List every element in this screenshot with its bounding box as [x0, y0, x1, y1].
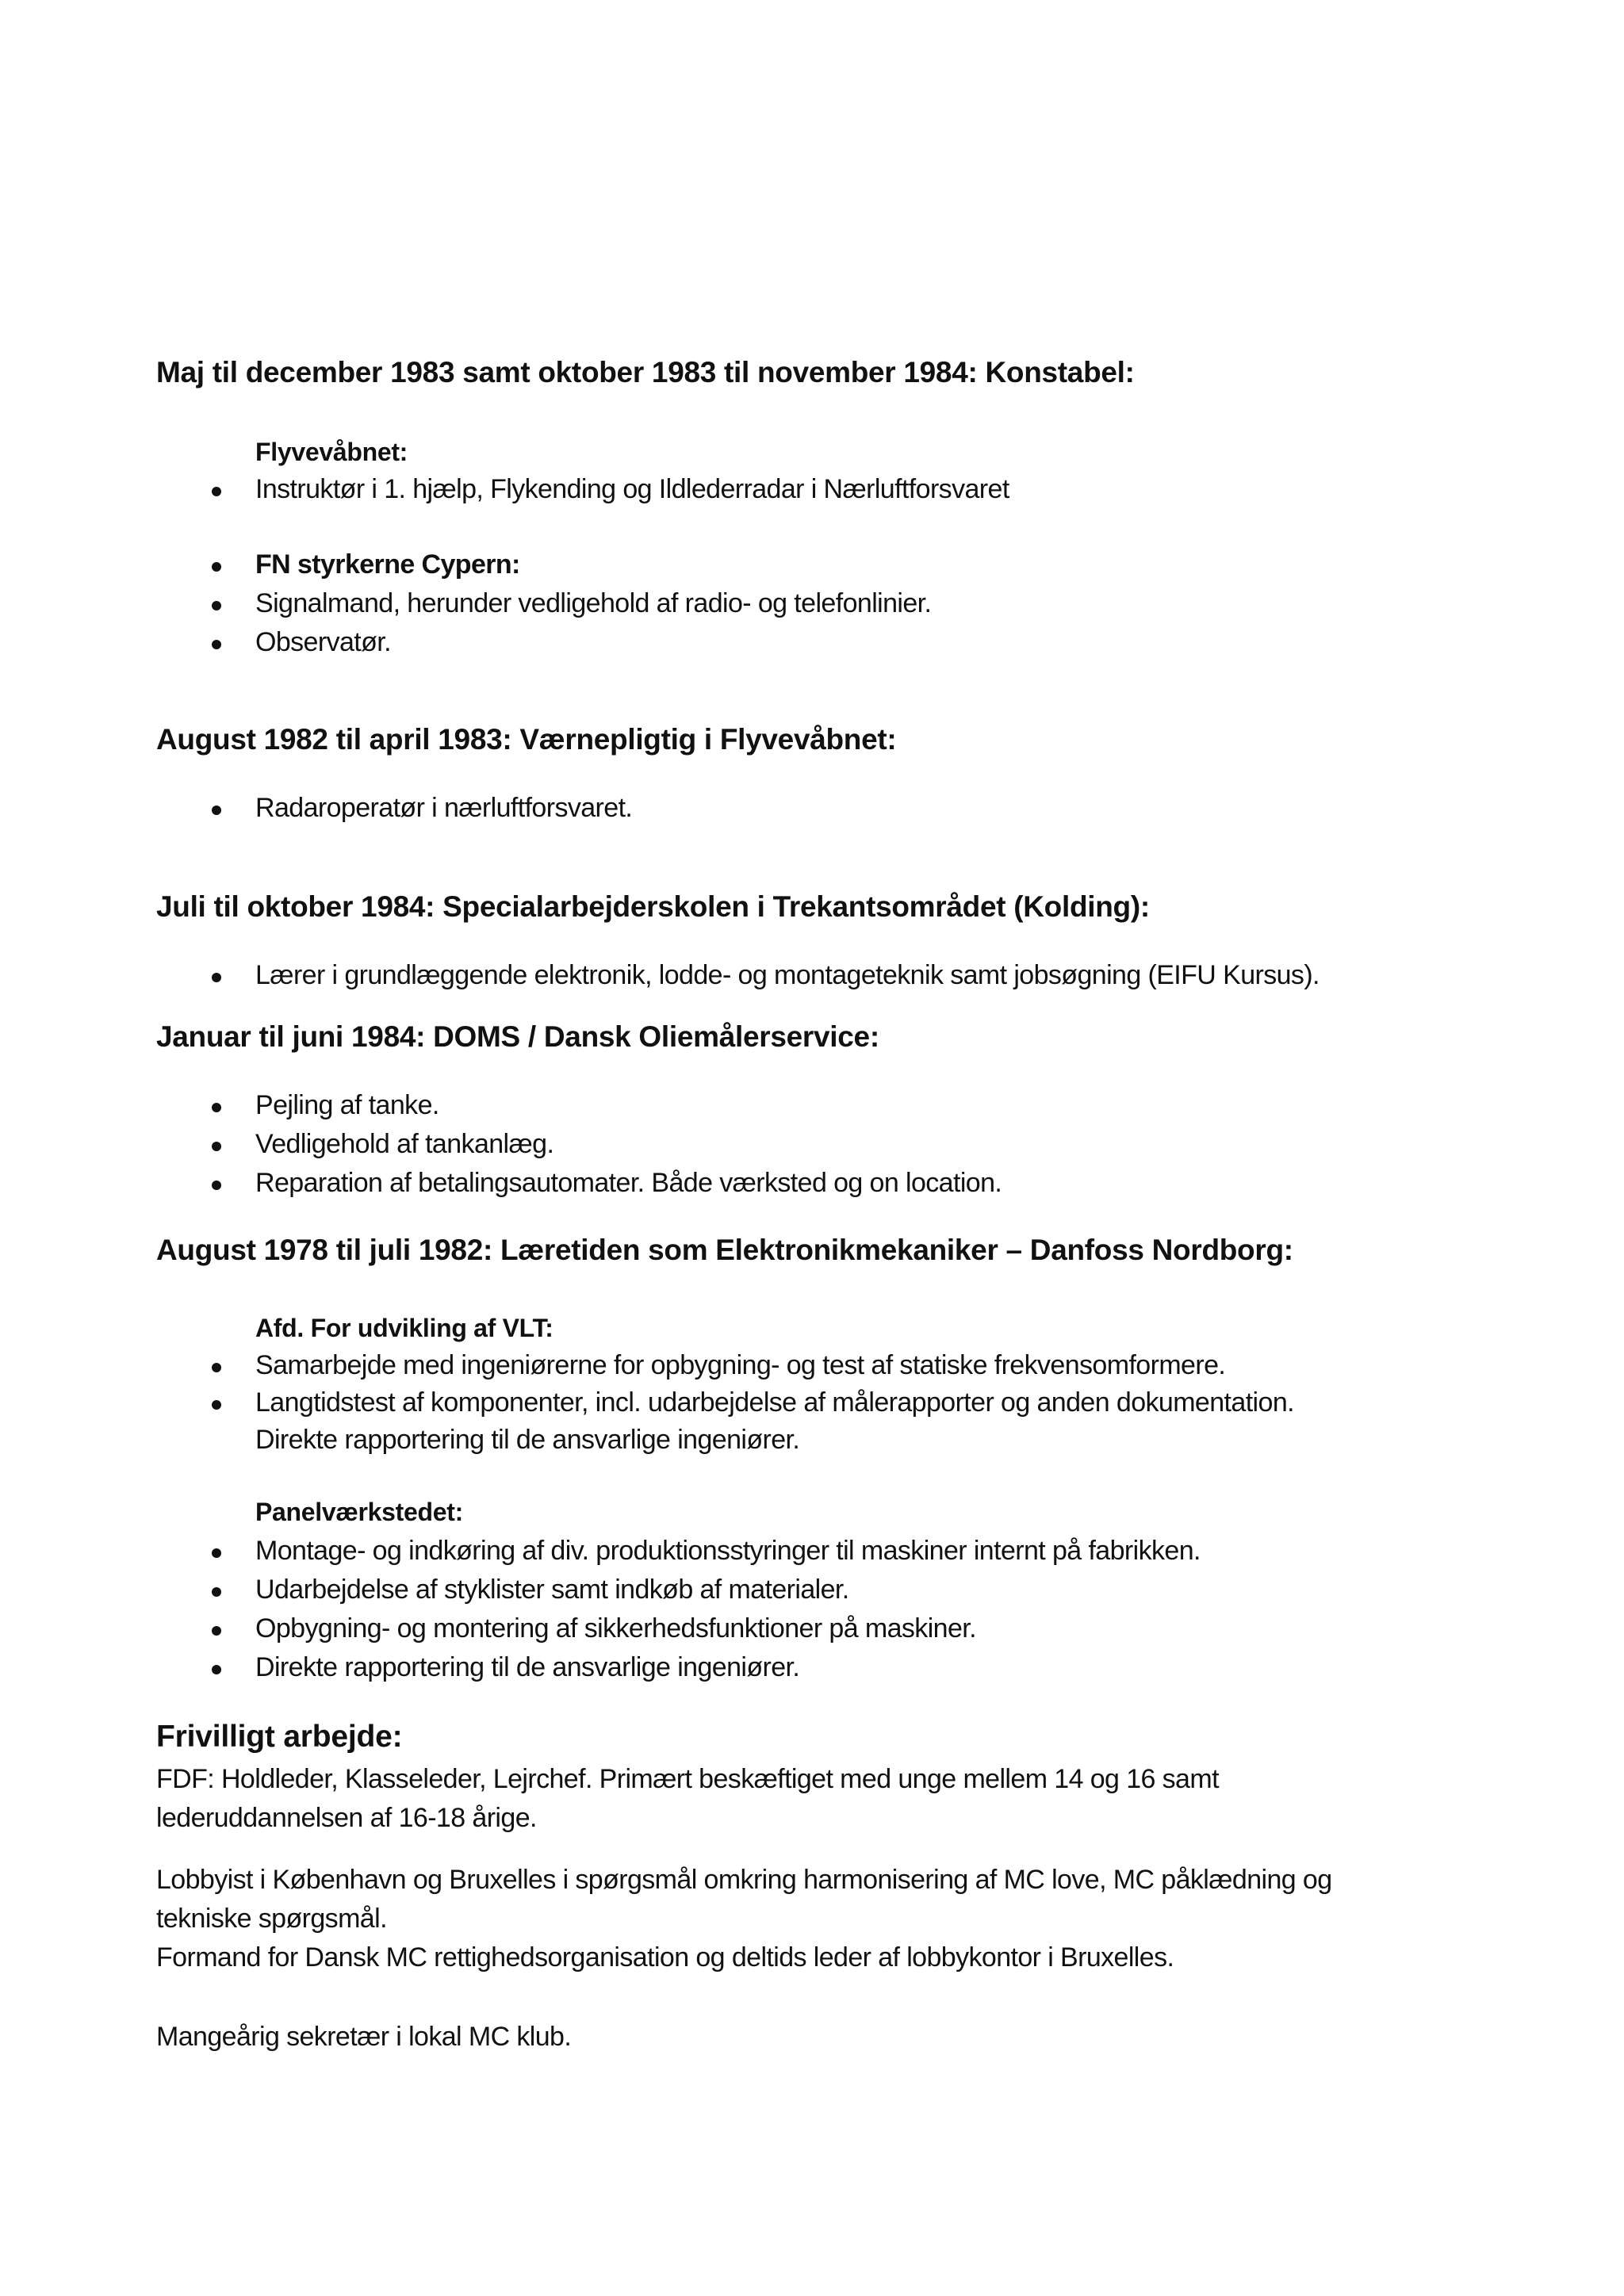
section-heading-vaernepligtig: August 1982 til april 1983: Værnepligtig i Flyvevåbnet: — [156, 723, 897, 756]
bullet-icon — [212, 1363, 221, 1372]
paragraph-line: Formand for Dansk MC rettighedsorganisation og deltids leder af lobbykontor i Bruxelles. — [156, 1942, 1174, 1973]
list-item: Signalmand, herunder vedligehold af radio- og telefonlinier. — [255, 588, 932, 618]
paragraph-line: lederuddannelsen af 16-18 årige. — [156, 1803, 537, 1833]
bullet-icon — [212, 1400, 221, 1410]
bullet-icon — [212, 1665, 221, 1674]
list-item: Opbygning- og montering af sikkerhedsfunktioner på maskiner. — [255, 1613, 976, 1644]
bullet-icon — [212, 640, 221, 649]
list-item-continuation: Direkte rapportering til de ansvarlige ingeniører. — [255, 1425, 800, 1455]
list-item: Vedligehold af tankanlæg. — [255, 1129, 554, 1159]
list-item: Direkte rapportering til de ansvarlige ingeniører. — [255, 1652, 800, 1682]
bullet-icon — [212, 601, 221, 610]
list-item: Pejling af tanke. — [255, 1090, 439, 1120]
bullet-icon — [212, 1587, 221, 1597]
subheading-vlt: Afd. For udvikling af VLT: — [255, 1314, 553, 1342]
list-item: Radaroperatør i nærluftforsvaret. — [255, 793, 633, 823]
paragraph-line: FDF: Holdleder, Klasseleder, Lejrchef. Primært beskæftiget med unge mellem 14 og 16 samt — [156, 1764, 1219, 1794]
section-heading-konstabel: Maj til december 1983 samt oktober 1983 til november 1984: Konstabel: — [156, 356, 1135, 388]
bullet-icon — [212, 973, 221, 982]
bullet-icon — [212, 1181, 221, 1190]
bullet-icon — [212, 1548, 221, 1558]
list-item: Instruktør i 1. hjælp, Flykending og Ildlederradar i Nærluftforsvaret — [255, 474, 1009, 504]
list-item: Lærer i grundlæggende elektronik, lodde- og montageteknik samt jobsøgning (EIFU Kursus). — [255, 960, 1320, 990]
subheading-fn-cypern: FN styrkerne Cypern: — [255, 549, 520, 580]
bullet-icon — [212, 487, 221, 496]
paragraph-line: Lobbyist i København og Bruxelles i spørgsmål omkring harmonisering af MC love, MC påklædning og — [156, 1865, 1332, 1895]
bullet-icon — [212, 1142, 221, 1151]
list-item: Samarbejde med ingeniørerne for opbygning- og test af statiske frekvensomformere. — [255, 1350, 1226, 1380]
paragraph-line: Mangeårig sekretær i lokal MC klub. — [156, 2022, 572, 2052]
paragraph-line: tekniske spørgsmål. — [156, 1904, 387, 1934]
section-heading-danfoss: August 1978 til juli 1982: Læretiden som Elektronikmekaniker – Danfoss Nordborg: — [156, 1234, 1293, 1266]
bullet-icon — [212, 1626, 221, 1636]
bullet-icon — [212, 1103, 221, 1112]
subheading-panelvaerkstedet: Panelværkstedet: — [255, 1498, 463, 1526]
list-item: Reparation af betalingsautomater. Både værksted og on location. — [255, 1168, 1002, 1198]
section-heading-frivilligt: Frivilligt arbejde: — [156, 1720, 403, 1754]
bullet-icon — [212, 806, 221, 815]
list-item: Langtidstest af komponenter, incl. udarbejdelse af målerapporter og anden dokumentation. — [255, 1387, 1294, 1418]
list-item: Observatør. — [255, 627, 392, 657]
bullet-icon — [212, 562, 221, 572]
section-heading-doms: Januar til juni 1984: DOMS / Dansk Oliemålerservice: — [156, 1020, 879, 1053]
subheading-flyvevaabnet: Flyvevåbnet: — [255, 438, 408, 466]
section-heading-specialarbejderskolen: Juli til oktober 1984: Specialarbejderskolen i Trekantsområdet (Kolding): — [156, 890, 1150, 923]
list-item: Udarbejdelse af styklister samt indkøb af materialer. — [255, 1575, 849, 1605]
list-item: Montage- og indkøring af div. produktionsstyringer til maskiner internt på fabrikken. — [255, 1536, 1201, 1566]
